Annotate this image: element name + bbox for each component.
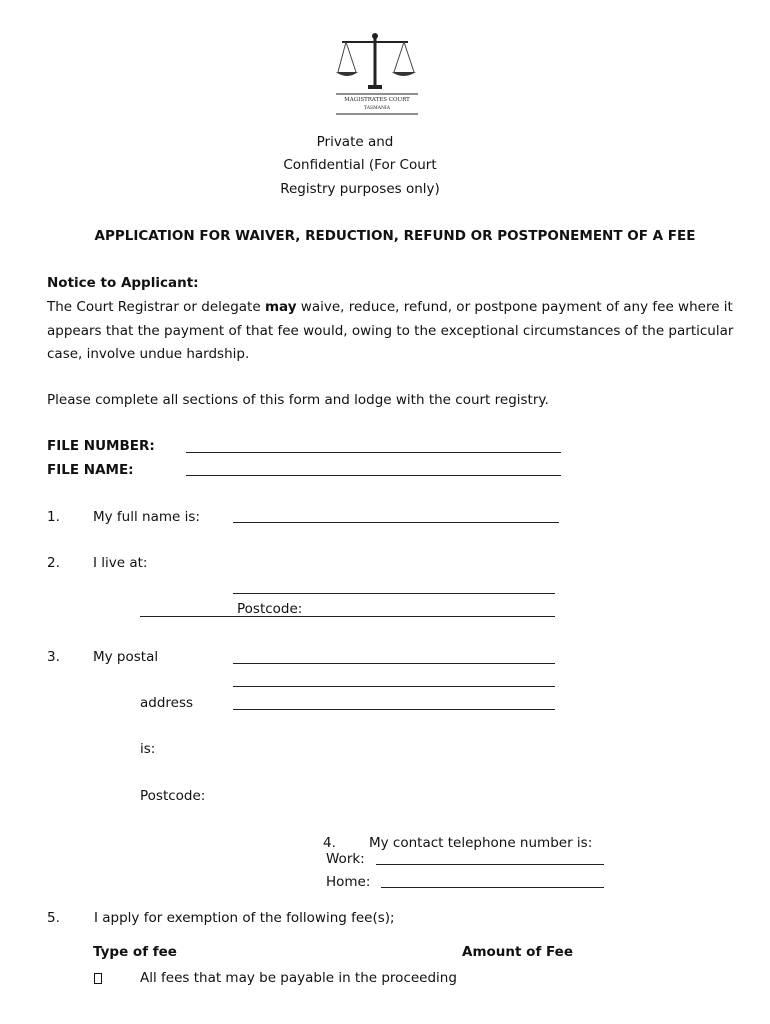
q3-label-b: address: [140, 695, 194, 711]
notice-text: [47, 296, 737, 367]
file-number-label: FILE NUMBER:: [47, 438, 155, 454]
q2-number: 2.: [47, 555, 60, 571]
q2-postcode-label: Postcode:: [237, 601, 303, 617]
q5-number: 5.: [47, 910, 60, 926]
q3-label-c: is:: [140, 741, 156, 757]
form-title: APPLICATION FOR WAIVER, REDUCTION, REFUND OR POSTPONEMENT OF A FEE: [94, 228, 696, 244]
notice-text-bold: may: [264, 299, 297, 315]
work-phone-label: Work:: [326, 851, 365, 867]
q3-number: 3.: [47, 649, 60, 665]
q2-label: I live at:: [93, 555, 148, 571]
postal-address-field-3[interactable]: [233, 709, 555, 710]
file-name-field[interactable]: [186, 475, 561, 476]
file-number-field[interactable]: [186, 452, 561, 453]
notice-text-after: waive, reduce, refund, or postpone payment of any fee where it appears that the payment of that fee would, owing to the exceptional circumstances of the particular case, involve undue hardship.: [47, 299, 734, 362]
work-phone-field[interactable]: [376, 864, 604, 865]
fee-checkbox[interactable]: [94, 973, 102, 984]
full-name-field[interactable]: [233, 522, 559, 523]
court-seal-logo: [332, 30, 422, 118]
file-name-label: FILE NAME:: [47, 462, 134, 478]
q1-number: 1.: [47, 509, 60, 525]
header-line-1: Private and: [316, 134, 394, 150]
seal-sub-text: TASMANIA: [364, 106, 390, 111]
fee-row: [93, 970, 593, 988]
notice-text-before: The Court Registrar or delegate: [47, 299, 265, 315]
q1-label: My full name is:: [93, 509, 200, 525]
fee-row-label: All fees that may be payable in the proceeding: [140, 970, 457, 986]
q4-number: 4.: [323, 835, 336, 851]
home-phone-label: Home:: [326, 874, 371, 890]
residential-address-field-2[interactable]: [140, 616, 555, 617]
q4-label: My contact telephone number is:: [369, 835, 593, 851]
postal-address-field-2[interactable]: [233, 686, 555, 687]
fee-amount-column-header: Amount of Fee: [462, 944, 573, 960]
fee-type-column-header: Type of fee: [93, 944, 177, 960]
q3-label-a: My postal: [93, 649, 159, 665]
q3-postcode-label: Postcode:: [140, 788, 206, 804]
instruction-text: Please complete all sections of this form and lodge with the court registry.: [47, 392, 549, 408]
postal-address-field-1[interactable]: [233, 663, 555, 664]
header-line-2: Confidential (For Court: [283, 157, 437, 173]
home-phone-field[interactable]: [381, 887, 604, 888]
q5-label: I apply for exemption of the following fee(s);: [94, 910, 395, 926]
residential-address-field-1[interactable]: [233, 593, 555, 594]
header-line-3: Registry purposes only): [280, 181, 440, 197]
seal-name-text: MAGISTRATES COURT: [344, 97, 410, 103]
notice-heading: Notice to Applicant:: [47, 275, 199, 291]
